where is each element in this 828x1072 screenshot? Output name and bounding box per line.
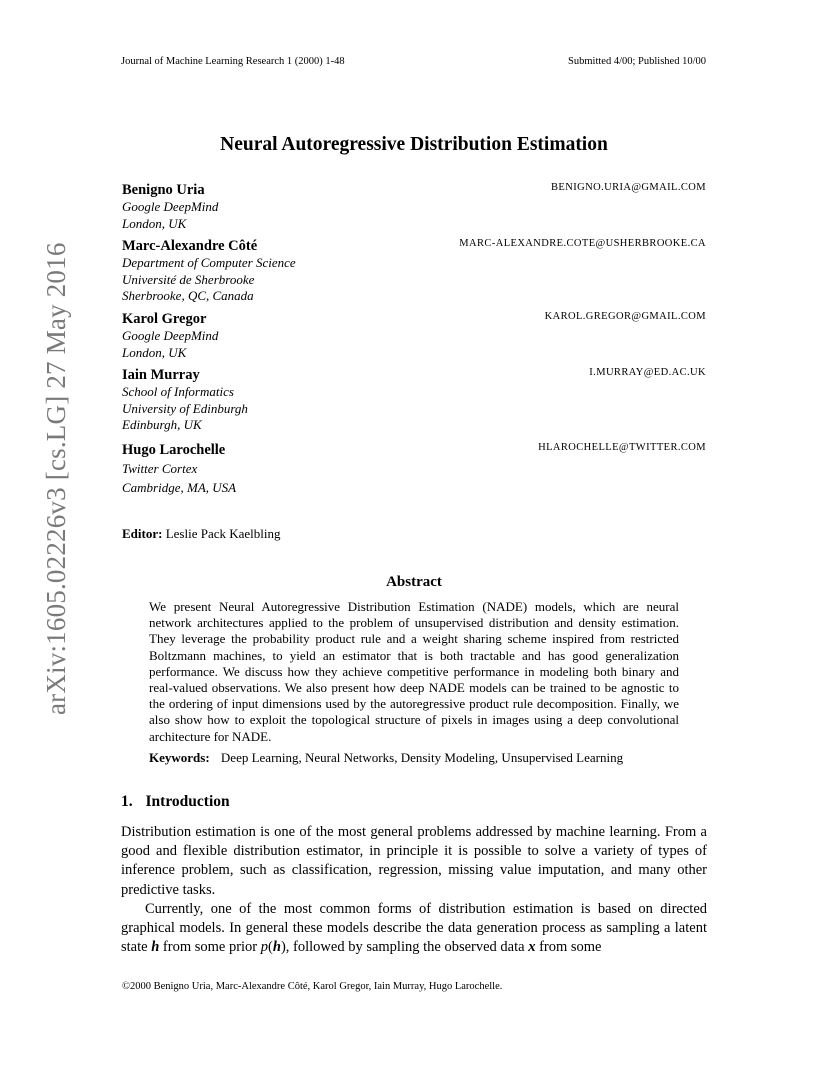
author-email: KAROL.GREGOR@GMAIL.COM [544, 311, 706, 322]
author-email: MARC-ALEXANDRE.COTE@USHERBROOKE.CA [459, 238, 706, 249]
math-latent-h: h [272, 939, 281, 956]
author-affiliation-line: Cambridge, MA, USA [122, 480, 237, 495]
author-name: Iain Murray [122, 367, 200, 383]
author-affiliation-line: Department of Computer Science [122, 255, 296, 270]
section-title: Introduction [145, 793, 230, 810]
running-header-dates: Submitted 4/00; Published 10/00 [568, 56, 706, 67]
text-run: Currently, one of the most common forms of distribution estimation is based on directed graphical models. In general these models describe the data generation process as sampling a latent state [121, 901, 707, 956]
author-email: HLAROCHELLE@TWITTER.COM [538, 442, 706, 453]
author-affiliation-line: Google DeepMind [122, 199, 219, 214]
author-block [122, 237, 706, 305]
author-affiliation-line: University of Edinburgh [122, 400, 248, 416]
text-run: from some prior [159, 939, 261, 956]
keywords-list: Deep Learning, Neural Networks, Density Modeling, Unsupervised Learning [220, 750, 624, 765]
author-affiliation-line: Edinburgh, UK [122, 417, 202, 432]
author-name: Karol Gregor [122, 311, 207, 327]
author-email: BENIGNO.URIA@GMAIL.COM [551, 182, 706, 193]
author-block [122, 366, 706, 434]
author-affiliation-line: Google DeepMind [122, 328, 219, 343]
paper-title: Neural Autoregressive Distribution Estimation [220, 134, 608, 155]
running-header-journal: Journal of Machine Learning Research 1 (2000) 1-48 [121, 56, 345, 67]
section-heading [121, 793, 230, 811]
keywords-line [149, 750, 623, 766]
math-p: p [260, 939, 269, 956]
author-block [122, 181, 706, 232]
section-number: 1. [121, 793, 133, 810]
author-name: Marc-Alexandre Côté [122, 238, 258, 254]
author-affiliation-line: School of Informatics [122, 384, 234, 399]
math-latent-h: h [151, 939, 160, 956]
arxiv-sidebar-stamp: arXiv:1605.02226v3 [cs.LG] 27 May 2016 [41, 242, 71, 715]
author-name: Hugo Larochelle [122, 442, 226, 458]
author-affiliation-line: London, UK [122, 344, 187, 360]
paragraph-text: Currently, one of the most common forms of distribution estimation is based on directed graphical models. In general these models describe the data generation process as sampling a latent state h from some prior p(h), followed by sampling the observed data x from some [121, 901, 707, 956]
author-affiliation-line: London, UK [122, 215, 187, 231]
author-block [122, 310, 706, 361]
body-paragraph [121, 900, 707, 958]
abstract-heading: Abstract [386, 574, 442, 590]
keywords-label: Keywords: [149, 750, 210, 765]
math-observed-x: x [528, 939, 536, 956]
author-affiliation-line: Twitter Cortex [122, 461, 198, 476]
editor-name: Leslie Pack Kaelbling [165, 526, 281, 541]
author-block [122, 441, 706, 497]
editor-line [122, 526, 281, 542]
author-email: I.MURRAY@ED.AC.UK [589, 367, 706, 378]
paragraph-text: Distribution estimation is one of the most general problems addressed by machine learning. From a good and flexible distribution estimator, in principle it is possible to solve a variety of types of inference problem, such as classification, regression, missing value imputation, and many other predictive tasks. [121, 824, 707, 898]
author-name: Benigno Uria [122, 182, 205, 198]
author-affiliation-line: Sherbrooke, QC, Canada [122, 288, 254, 303]
text-run: from some [535, 939, 602, 956]
body-paragraph [121, 823, 707, 900]
abstract-text: We present Neural Autoregressive Distribution Estimation (NADE) models, which are neural network architectures applied to the problem of unsupervised distribution and density estimation. They leverage the probability product rule and a weight sharing scheme inspired from restricted Boltzmann machines, to yield an estimator that is both tractable and has good generalization performance. We discuss how they achieve competitive performance in modeling both binary and real-valued observations. We also present how deep NADE models can be trained to be agnostic to the ordering of input dimensions used by the autoregressive product rule decomposition. Finally, we also show how to exploit the topological structure of pixels in images using a deep convolutional architecture for NADE. [149, 599, 679, 744]
abstract-body [149, 599, 679, 745]
text-run: , followed by sampling the observed data [285, 939, 529, 956]
copyright-footnote: ©2000 Benigno Uria, Marc-Alexandre Côté, Karol Gregor, Iain Murray, Hugo Larochelle. [122, 981, 503, 992]
author-affiliation-line: Université de Sherbrooke [122, 271, 255, 287]
editor-label: Editor: [122, 526, 163, 541]
